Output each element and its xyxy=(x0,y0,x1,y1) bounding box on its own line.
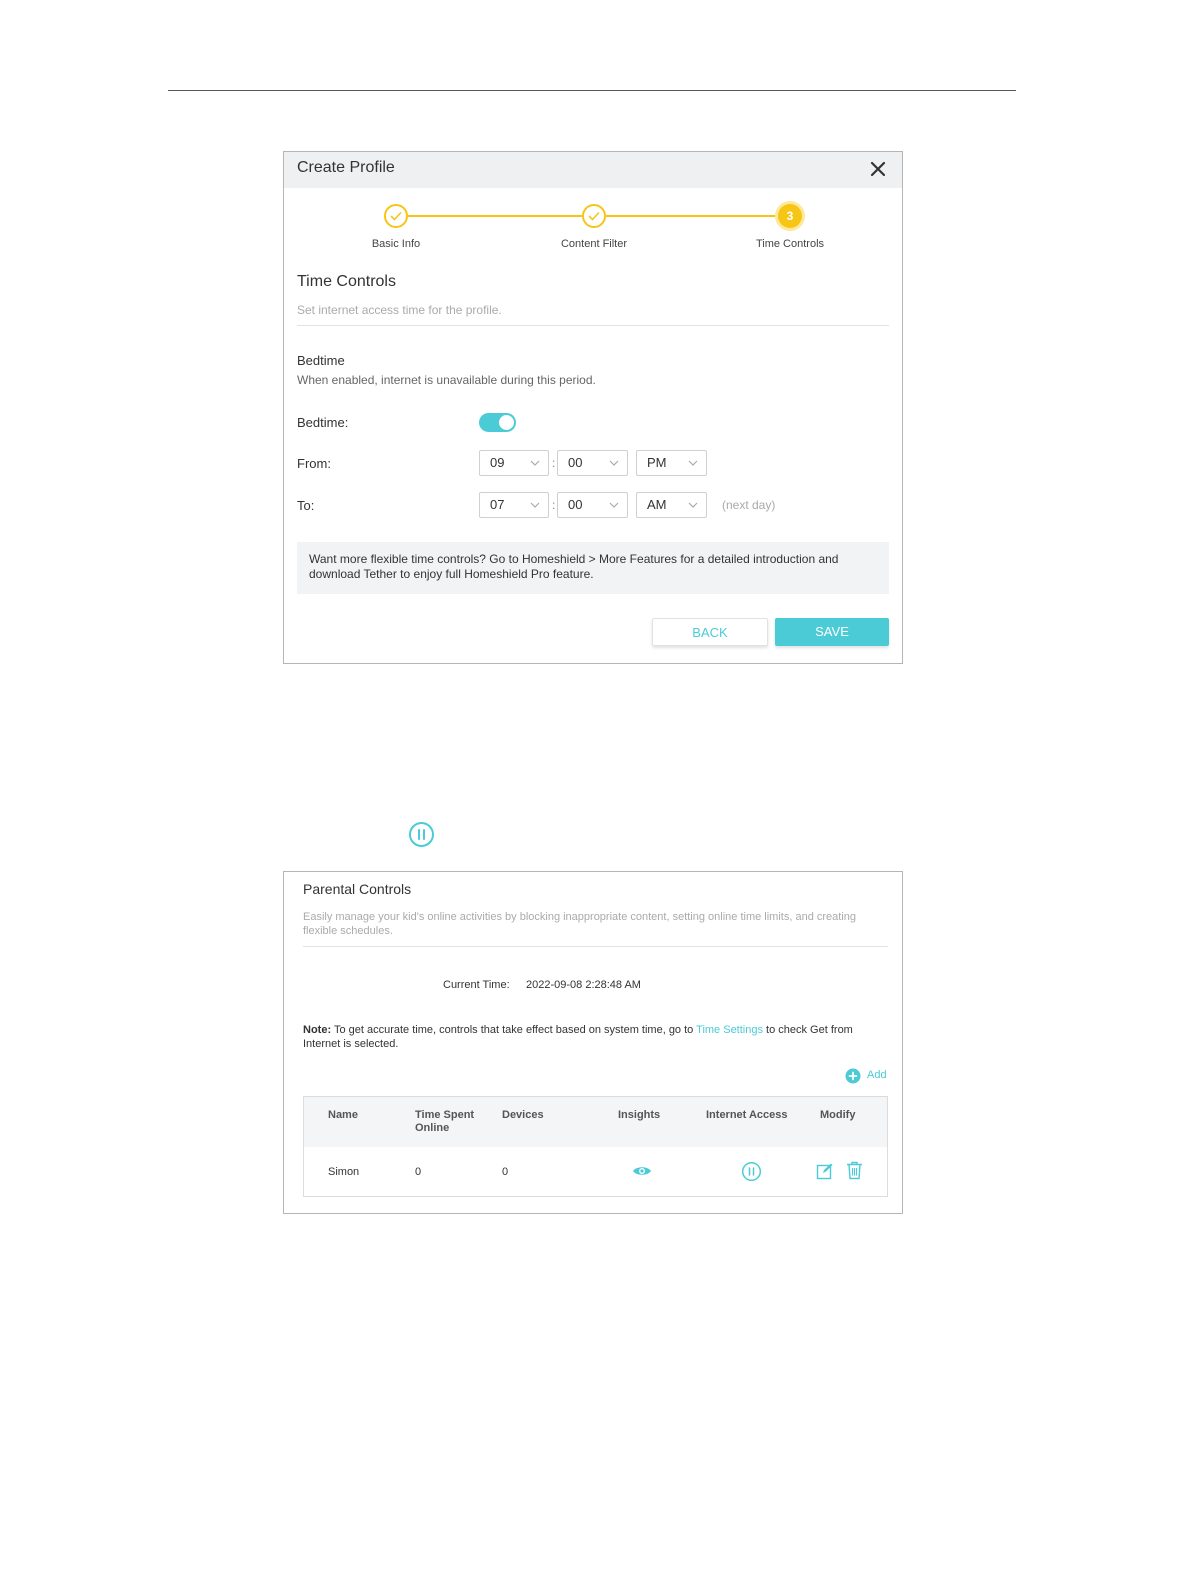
chevron-down-icon xyxy=(688,501,698,509)
current-time-label: Current Time: xyxy=(443,979,510,991)
homeshield-note: Want more flexible time controls? Go to Homeshield > More Features for a detailed introduction and download Tether to enjoy full Homeshield Pro feature. xyxy=(297,542,889,594)
from-ampm-value: PM xyxy=(647,455,667,470)
to-ampm-value: AM xyxy=(647,497,667,512)
row-name: Simon xyxy=(328,1166,360,1178)
step-label-time-controls: Time Controls xyxy=(755,238,825,250)
section-title: Time Controls xyxy=(297,273,396,290)
check-icon xyxy=(386,206,406,226)
bedtime-toggle[interactable] xyxy=(479,413,516,432)
panel-description: Easily manage your kid's online activities by blocking inappropriate content, setting online time limits, and creating flexible schedules. xyxy=(303,911,857,937)
chevron-down-icon xyxy=(688,459,698,467)
trash-icon[interactable] xyxy=(846,1161,863,1180)
step-content-filter-check-icon xyxy=(582,204,606,228)
section-subtitle: Set internet access time for the profile. xyxy=(297,303,502,317)
current-time-value: 2022-09-08 2:28:48 AM xyxy=(526,979,641,991)
dialog-title: Create Profile xyxy=(297,159,395,176)
table-header xyxy=(304,1097,887,1147)
from-minute-select[interactable] xyxy=(557,450,628,476)
parental-controls-panel xyxy=(283,871,903,1214)
eye-icon[interactable] xyxy=(632,1164,652,1178)
step-label-content-filter: Content Filter xyxy=(560,238,628,250)
column-header-modify: Modify xyxy=(820,1109,856,1121)
to-hour-value: 07 xyxy=(490,497,505,512)
note-text-end: to check Get from Internet is selected. xyxy=(303,1024,853,1050)
time-colon: : xyxy=(552,456,556,470)
toggle-knob xyxy=(499,415,514,430)
profiles-table xyxy=(303,1096,888,1197)
panel-divider xyxy=(303,946,888,947)
next-day-hint: (next day) xyxy=(722,498,776,512)
pause-icon xyxy=(408,821,435,848)
chevron-down-icon xyxy=(530,459,540,467)
stepper xyxy=(284,202,902,252)
step-time-controls-number: 3 xyxy=(778,204,802,228)
back-button[interactable]: BACK xyxy=(652,618,768,646)
section-divider xyxy=(297,325,889,326)
note-bold-label: Note: xyxy=(303,1024,332,1036)
panel-title: Parental Controls xyxy=(303,881,412,897)
create-profile-dialog xyxy=(283,151,903,664)
time-note xyxy=(303,1023,893,1051)
row-time-spent: 0 xyxy=(415,1166,422,1178)
pause-icon[interactable] xyxy=(741,1161,762,1182)
column-header-insights: Insights xyxy=(618,1109,661,1121)
time-settings-link[interactable]: Time Settings xyxy=(696,1024,763,1036)
step-connector xyxy=(606,215,778,217)
add-label: Add xyxy=(867,1069,887,1081)
time-colon: : xyxy=(552,498,556,512)
column-header-time-spent: Time Spent Online xyxy=(415,1109,475,1134)
step-connector xyxy=(408,215,582,217)
page-top-rule xyxy=(168,90,1016,91)
close-icon[interactable] xyxy=(868,159,888,179)
chevron-down-icon xyxy=(609,459,619,467)
check-icon xyxy=(584,206,604,226)
from-hour-value: 09 xyxy=(490,455,505,470)
edit-icon[interactable] xyxy=(816,1162,834,1180)
column-header-name: Name xyxy=(328,1109,358,1121)
to-hour-select[interactable] xyxy=(479,492,549,518)
bedtime-label: Bedtime: xyxy=(297,415,349,430)
dialog-header xyxy=(284,152,902,188)
step-label-basic-info: Basic Info xyxy=(371,238,421,250)
from-label: From: xyxy=(297,456,331,471)
column-header-devices: Devices xyxy=(502,1109,544,1121)
note-text: To get accurate time, controls that take effect based on system time, go to xyxy=(331,1024,697,1036)
from-ampm-select[interactable] xyxy=(636,450,707,476)
save-button[interactable]: SAVE xyxy=(775,618,889,646)
bedtime-description: When enabled, internet is unavailable during this period. xyxy=(297,373,596,387)
to-minute-value: 00 xyxy=(568,497,583,512)
from-minute-value: 00 xyxy=(568,455,583,470)
chevron-down-icon xyxy=(609,501,619,509)
chevron-down-icon xyxy=(530,501,540,509)
plus-circle-icon xyxy=(845,1068,861,1084)
from-hour-select[interactable] xyxy=(479,450,549,476)
bedtime-heading: Bedtime xyxy=(297,353,345,368)
to-minute-select[interactable] xyxy=(557,492,628,518)
row-devices: 0 xyxy=(502,1166,509,1178)
to-label: To: xyxy=(297,498,315,513)
step-basic-info-check-icon xyxy=(384,204,408,228)
to-ampm-select[interactable] xyxy=(636,492,707,518)
column-header-internet-access: Internet Access xyxy=(706,1109,788,1121)
